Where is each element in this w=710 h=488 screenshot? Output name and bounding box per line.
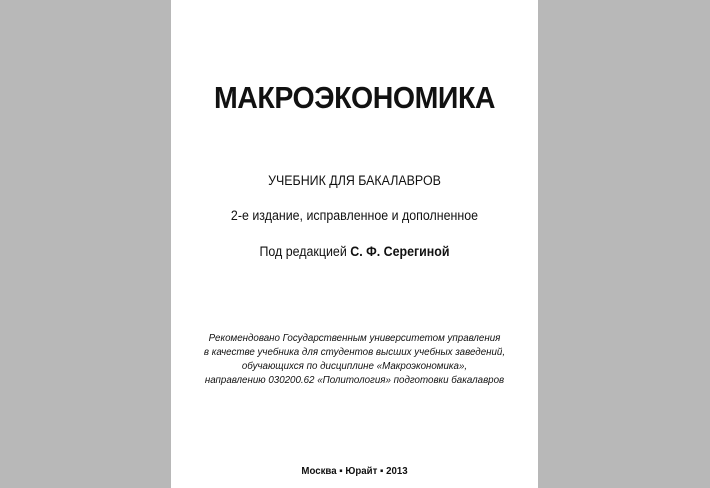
publisher-imprint: Москва ▪ Юрайт ▪ 2013 [301, 465, 408, 477]
editor-prefix: Под редакцией [259, 244, 351, 259]
title-page [171, 0, 538, 488]
edition-note: 2-е издание, исправленное и дополненное [230, 208, 479, 223]
book-title: МАКРОЭКОНОМИКА [213, 80, 496, 115]
recommendation-line: в качестве учебника для студентов высших учебных заведений, [203, 346, 506, 358]
recommendation-line: Рекомендовано Государственным университетом управления [208, 332, 501, 344]
recommendation-line: обучающихся по дисциплине «Макроэкономика», [241, 360, 468, 372]
book-subtitle: УЧЕБНИК ДЛЯ БАКАЛАВРОВ [268, 173, 441, 188]
recommendation-line: направлению 030200.62 «Политология» подготовки бакалавров [204, 374, 505, 386]
editor-name: С. Ф. Серегиной [350, 244, 450, 259]
recommendation-block [171, 331, 538, 387]
editor-line [186, 244, 524, 260]
